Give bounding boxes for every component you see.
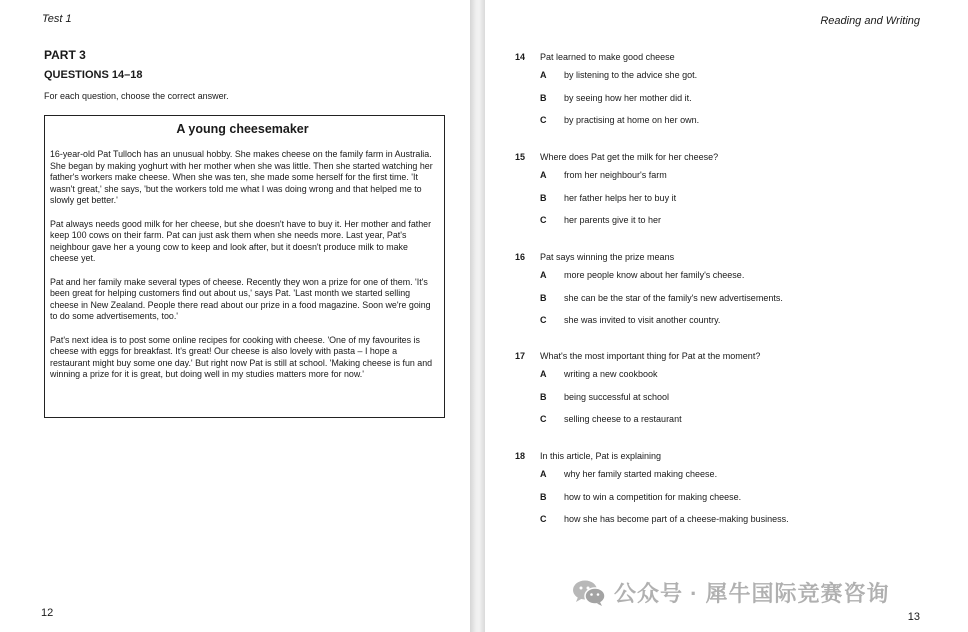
book-gutter [470, 0, 485, 632]
option-letter: B [540, 491, 547, 502]
option-a[interactable] [515, 264, 945, 287]
option-letter: C [540, 115, 547, 126]
option-text: she was invited to visit another country. [564, 315, 721, 326]
option-c[interactable] [515, 508, 945, 531]
question-15 [515, 150, 945, 232]
question-16 [515, 250, 945, 332]
option-text: by seeing how her mother did it. [564, 92, 692, 103]
option-c[interactable] [515, 309, 945, 332]
question-18 [515, 449, 945, 531]
option-b[interactable] [515, 187, 945, 210]
question-text: In this article, Pat is explaining [540, 451, 662, 461]
part-title: PART 3 [44, 48, 86, 62]
option-letter: B [540, 292, 547, 303]
article-box [44, 115, 445, 418]
option-letter: C [540, 514, 547, 525]
watermark [572, 577, 890, 608]
option-letter: A [540, 270, 547, 281]
option-text: how to win a competition for making cheese. [564, 491, 742, 502]
question-17 [515, 349, 945, 431]
question-stem [515, 50, 945, 64]
option-text: more people know about her family's cheese. [564, 270, 745, 281]
option-letter: A [540, 469, 547, 480]
page-number: 13 [907, 611, 920, 623]
option-text: being successful at school [564, 391, 670, 402]
question-text: What's the most important thing for Pat at the moment? [540, 351, 761, 361]
option-c[interactable] [515, 408, 945, 431]
option-a[interactable] [515, 363, 945, 386]
wechat-icon [572, 579, 606, 607]
question-text: Where does Pat get the milk for her cheese? [540, 152, 719, 162]
option-b[interactable] [515, 486, 945, 509]
option-a[interactable] [515, 64, 945, 87]
running-head: Test 1 [42, 13, 72, 25]
running-head: Reading and Writing [820, 15, 920, 27]
question-stem [515, 349, 945, 363]
option-letter: C [540, 215, 547, 226]
question-stem [515, 250, 945, 264]
option-text: her parents give it to her [564, 215, 662, 226]
option-text: writing a new cookbook [564, 369, 658, 380]
option-c[interactable] [515, 109, 945, 132]
option-b[interactable] [515, 386, 945, 409]
article-paragraph-3: Pat and her family make several types of cheese. Recently they won a prize for one of them. 'It's been great for helping customers find out about us,' says Pat. 'Last month we started selling cheese in New Zealand. People there read about our prize in a food magazine. Soon we're going to do some advertisements, too.' [50, 276, 431, 321]
question-stem [515, 449, 945, 463]
option-text: from her neighbour's farm [564, 170, 667, 181]
question-14 [515, 50, 945, 132]
instructions: For each question, choose the correct answer. [44, 91, 229, 101]
option-b[interactable] [515, 87, 945, 110]
question-text: Pat learned to make good cheese [540, 52, 675, 62]
option-text: she can be the star of the family's new advertisements. [564, 292, 783, 303]
question-number: 16 [515, 252, 526, 262]
option-text: her father helps her to buy it [564, 192, 677, 203]
option-letter: C [540, 315, 547, 326]
option-letter: B [540, 192, 547, 203]
option-letter: B [540, 391, 547, 402]
question-number: 15 [515, 152, 526, 162]
left-page [0, 0, 470, 632]
questions-range: QUESTIONS 14–18 [44, 69, 143, 81]
article-paragraph-1: 16-year-old Pat Tulloch has an unusual hobby. She makes cheese on the family farm in Australia. She began by making yoghurt with her mother when she was little. Then she started watching her father's workers make cheese. When she was ten, she made some herself for the first time. 'It wasn't great,' she says, 'but the workers told me what I was doing wrong and that helped me to slowly get better.' [50, 149, 433, 205]
question-text: Pat says winning the prize means [540, 252, 675, 262]
option-letter: A [540, 369, 547, 380]
option-letter: B [540, 92, 547, 103]
option-c[interactable] [515, 209, 945, 232]
option-text: how she has become part of a cheese-making business. [564, 514, 789, 525]
option-letter: C [540, 414, 547, 425]
watermark-text: 公众号 · 犀牛国际竞赛咨询 [614, 581, 890, 606]
article-paragraph-4: Pat's next idea is to post some online recipes for cooking with cheese. 'One of my favourites is cheese with eggs for breakfast. It's great! Our cheese is also lovely with pasta – I hope a restaurant might buy some one day.' But right now Pat is still at school. 'Making cheese is fun and winning a prize for it is great, but doing well in my studies matters more for now.' [50, 334, 433, 379]
option-letter: A [540, 170, 547, 181]
question-number: 17 [515, 351, 526, 361]
question-number: 18 [515, 451, 526, 461]
option-a[interactable] [515, 164, 945, 187]
option-text: by practising at home on her own. [564, 115, 700, 126]
option-text: by listening to the advice she got. [564, 70, 698, 81]
page-number: 12 [41, 607, 54, 619]
option-b[interactable] [515, 287, 945, 310]
option-letter: A [540, 70, 547, 81]
article-title: A young cheesemaker [176, 122, 309, 136]
option-text: selling cheese to a restaurant [564, 414, 682, 425]
question-stem [515, 150, 945, 164]
question-number: 14 [515, 52, 526, 62]
option-text: why her family started making cheese. [564, 469, 718, 480]
option-a[interactable] [515, 463, 945, 486]
article-paragraph-2: Pat always needs good milk for her cheese, but she doesn't have to buy it. Her mother and father keep 100 cows on their farm. Pat can just ask them when she needs more. Last year, Pat's neighbour gave her a young cow to keep and look after, but it doesn't produce milk to make cheese yet. [50, 218, 432, 263]
